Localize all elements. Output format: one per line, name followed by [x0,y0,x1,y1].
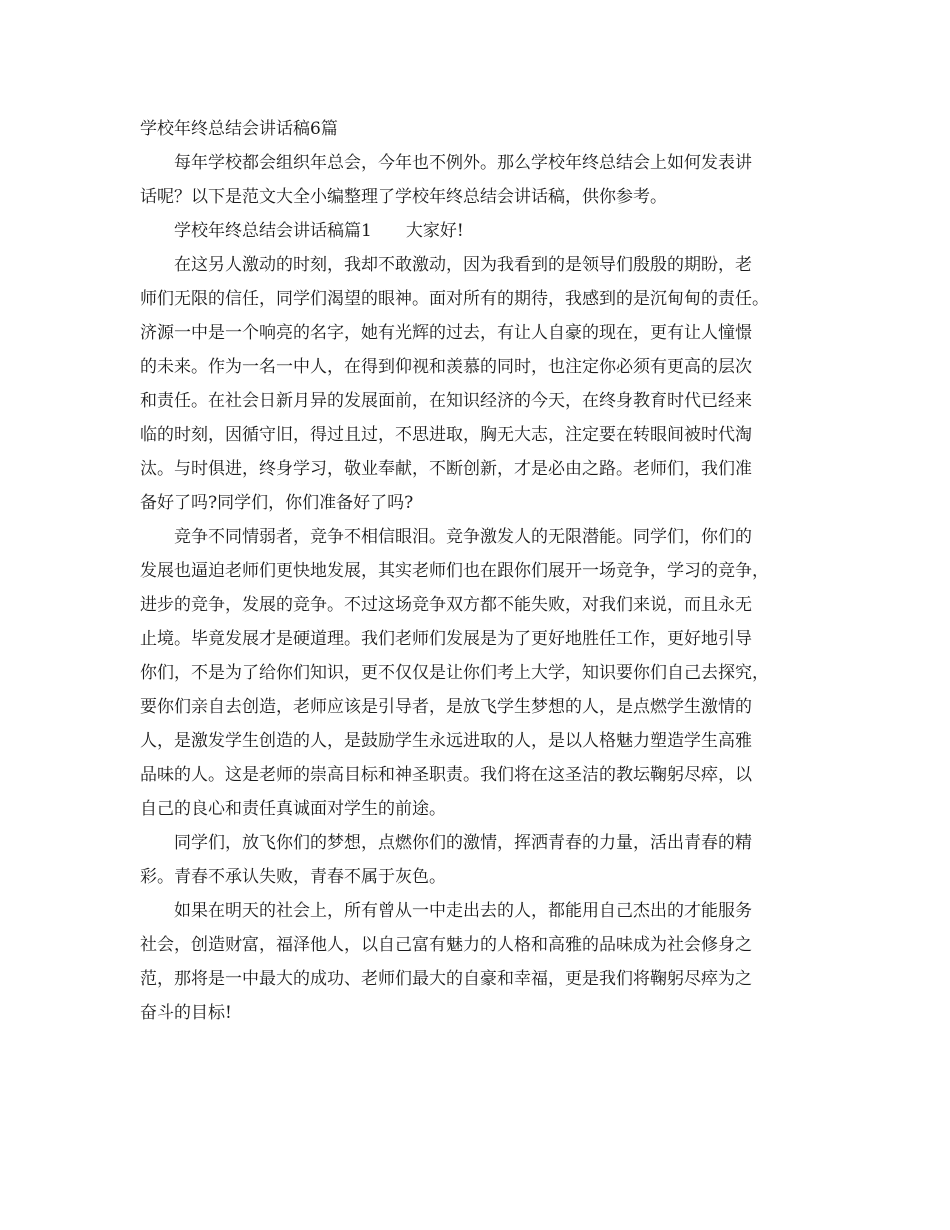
paragraph-line: 要你们亲自去创造，老师应该是引导者，是放飞学生梦想的人，是点燃学生激情的 [140,697,752,717]
paragraph-line: 竞争不同情弱者，竞争不相信眼泪。竞争激发人的无限潜能。同学们，你们的 [174,527,752,547]
paragraph-line: 自己的良心和责任真诚面对学生的前途。 [140,799,446,819]
body-paragraph [140,248,820,520]
paragraph-line: 社会，创造财富，福泽他人，以自己富有魅力的人格和高雅的品味成为社会修身之 [140,935,752,955]
paragraph-line: 彩。青春不承认失败，青春不属于灰色。 [140,867,446,887]
paragraph-line: 汰。与时俱进，终身学习，敬业奉献，不断创新，才是必由之路。老师们，我们准 [140,459,752,479]
section-heading-row [140,214,820,248]
paragraph-line: 师们无限的信任，同学们渴望的眼神。面对所有的期待，我感到的是沉甸甸的责任。 [140,289,769,309]
body-paragraph [140,520,820,826]
paragraph-line: 止境。毕竟发展才是硬道理。我们老师们发展是为了更好地胜任工作，更好地引导 [140,629,752,649]
paragraph-line: 临的时刻，因循守旧，得过且过，不思进取，胸无大志，注定要在转眼间被时代淘 [140,425,752,445]
document-title: 学校年终总结会讲话稿6篇 [140,119,338,139]
greeting: 大家好! [405,221,464,241]
paragraph-line: 备好了吗?同学们，你们准备好了吗? [140,493,414,513]
paragraph-line: 你们，不是为了给你们知识，更不仅仅是让你们考上大学，知识要你们自己去探究， [140,663,769,683]
section-heading: 学校年终总结会讲话稿篇1 [174,221,372,241]
body-paragraph [140,894,820,1030]
paragraph-line: 奋斗的目标! [140,1003,232,1023]
paragraph-line: 的未来。作为一名一中人，在得到仰视和羡慕的同时，也注定你必须有更高的层次 [140,357,752,377]
intro-line: 话呢？以下是范文大全小编整理了学校年终总结会讲话稿，供你参考。 [140,187,667,207]
paragraph-line: 如果在明天的社会上，所有曾从一中走出去的人，都能用自己杰出的才能服务 [174,901,752,921]
intro-paragraph [140,146,820,214]
paragraph-line: 济源一中是一个响亮的名字，她有光辉的过去，有让人自豪的现在，更有让人憧憬 [140,323,752,343]
paragraph-line: 人，是激发学生创造的人，是鼓励学生永远进取的人，是以人格魅力塑造学生高雅 [140,731,752,751]
body-paragraph [140,826,820,894]
paragraph-line: 和责任。在社会日新月异的发展面前，在知识经济的今天，在终身教育时代已经来 [140,391,752,411]
paragraph-line: 范，那将是一中最大的成功、老师们最大的自豪和幸福，更是我们将鞠躬尽瘁为之 [140,969,752,989]
paragraph-line: 发展也逼迫老师们更快地发展，其实老师们也在跟你们展开一场竞争，学习的竞争， [140,561,769,581]
paragraph-line: 进步的竞争，发展的竞争。不过这场竞争双方都不能失败，对我们来说，而且永无 [140,595,752,615]
document-page [140,112,820,1030]
paragraph-line: 同学们，放飞你们的梦想，点燃你们的激情，挥洒青春的力量，活出青春的精 [174,833,752,853]
paragraph-line: 在这另人激动的时刻，我却不敢激动，因为我看到的是领导们殷殷的期盼，老 [174,255,752,275]
paragraph-line: 品味的人。这是老师的崇高目标和神圣职责。我们将在这圣洁的教坛鞠躬尽瘁，以 [140,765,752,785]
intro-line: 每年学校都会组织年总会，今年也不例外。那么学校年终总结会上如何发表讲 [174,153,752,173]
body-paragraphs [140,248,820,1030]
